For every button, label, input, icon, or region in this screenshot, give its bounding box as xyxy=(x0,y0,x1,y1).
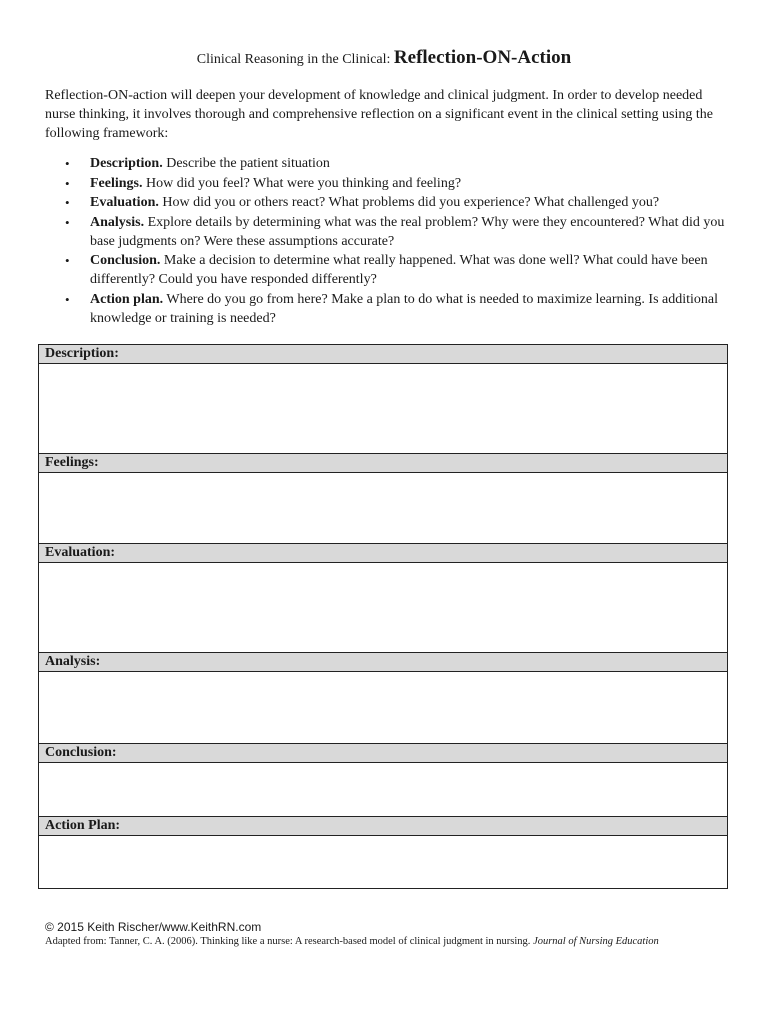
reflection-form xyxy=(38,344,728,889)
framework-term: Action plan. xyxy=(90,291,164,307)
framework-term: Analysis. xyxy=(90,214,145,230)
framework-term: Conclusion. xyxy=(90,253,161,268)
framework-item-analysis xyxy=(45,213,725,251)
form-section-analysis xyxy=(39,653,727,744)
title-prefix: Clinical Reasoning in the Clinical: xyxy=(196,52,394,67)
framework-list xyxy=(45,154,725,328)
form-section-conclusion xyxy=(39,744,727,817)
bullet: • xyxy=(65,195,70,210)
framework-item-evaluation xyxy=(45,193,725,212)
form-section-feelings xyxy=(39,454,727,544)
framework-item-action-plan xyxy=(45,290,725,328)
conclusion-response-area[interactable] xyxy=(39,763,727,817)
framework-text: How did you feel? What were you thinking and feeling? xyxy=(142,175,462,191)
action-plan-response-area[interactable] xyxy=(39,836,727,888)
framework-text: Describe the patient situation xyxy=(162,156,330,171)
form-section-action-plan xyxy=(39,817,727,888)
section-header-analysis: Analysis: xyxy=(39,653,727,672)
framework-item-description xyxy=(45,154,725,173)
framework-text: Make a decision to determine what really happened. What was done well? What could have been differently? Could you have responded differently? xyxy=(90,253,708,287)
framework-text: How did you or others react? What problems did you experience? What challenged you? xyxy=(158,195,660,210)
copyright-line: © 2015 Keith Rischer/www.KeithRN.com xyxy=(45,920,262,934)
framework-term: Description. xyxy=(90,156,163,171)
framework-term: Evaluation. xyxy=(90,195,159,210)
bullet: • xyxy=(65,214,70,230)
form-section-evaluation xyxy=(39,544,727,653)
section-header-action-plan: Action Plan: xyxy=(39,817,727,836)
bullet: • xyxy=(65,291,70,307)
bullet: • xyxy=(65,175,70,191)
framework-item-feelings xyxy=(45,174,725,193)
framework-text: Where do you go from here? Make a plan to do what is needed to maximize learning. Is additional knowledge or training is needed? xyxy=(90,291,719,326)
page-title xyxy=(0,46,768,72)
description-response-area[interactable] xyxy=(39,364,727,454)
analysis-response-area[interactable] xyxy=(39,672,727,744)
form-section-description xyxy=(39,345,727,454)
framework-item-conclusion xyxy=(45,251,725,289)
section-header-description: Description: xyxy=(39,345,727,364)
framework-term: Feelings. xyxy=(90,175,143,191)
intro-paragraph: Reflection-ON-action will deepen your development of knowledge and clinical judgment. In order to develop needed nurse thinking, it involves thorough and comprehensive reflection on a significant event in the clinical setting using the following framework: xyxy=(45,88,713,141)
bullet: • xyxy=(65,156,70,171)
citation-journal: Journal of Nursing Education xyxy=(533,936,659,947)
evaluation-response-area[interactable] xyxy=(39,563,727,653)
title-main: Reflection-ON-Action xyxy=(393,47,572,68)
framework-text: Explore details by determining what was the real problem? Why were they encountered? What did you base judgments on? Were these assumptions accurate? xyxy=(90,214,725,249)
citation-text: Adapted from: Tanner, C. A. (2006). Thinking like a nurse: A research-based model of clinical judgment in nursing. xyxy=(45,936,534,947)
feelings-response-area[interactable] xyxy=(39,473,727,544)
footer xyxy=(45,920,745,949)
section-header-evaluation: Evaluation: xyxy=(39,544,727,563)
bullet: • xyxy=(65,253,70,268)
section-header-conclusion: Conclusion: xyxy=(39,744,727,763)
section-header-feelings: Feelings: xyxy=(39,454,727,473)
citation-line xyxy=(45,935,745,949)
